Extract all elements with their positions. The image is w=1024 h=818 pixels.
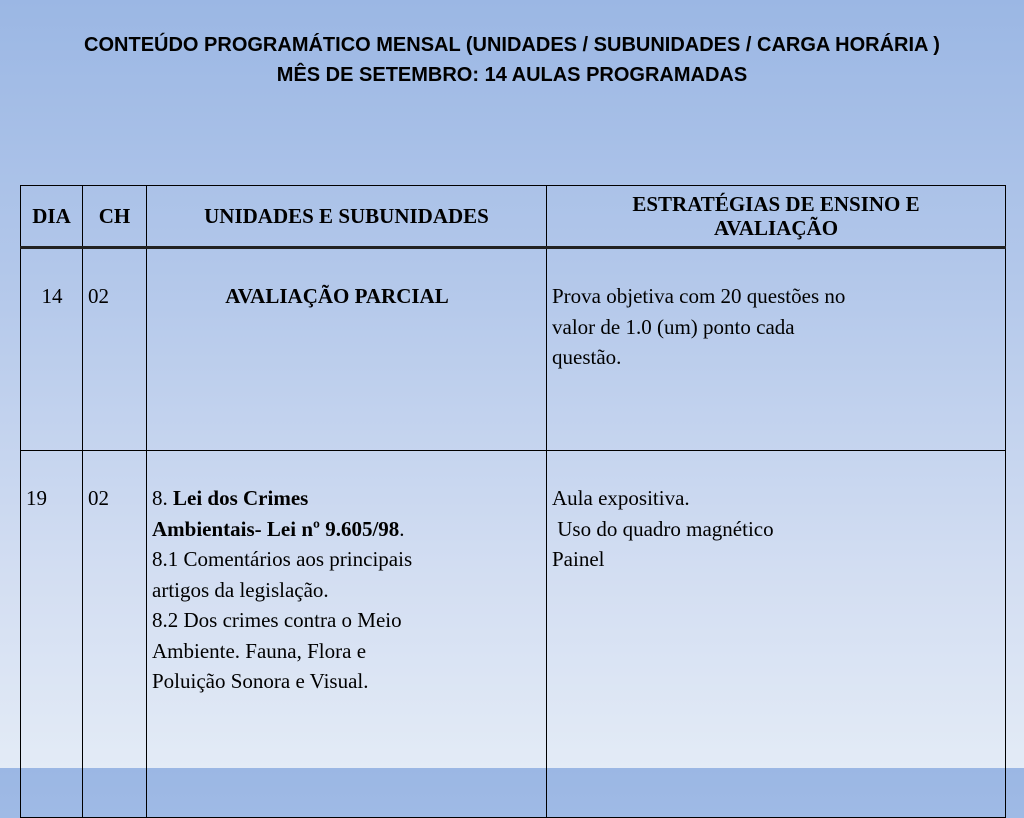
unidade-heading-line2	[152, 514, 542, 545]
estrategia-line: Prova objetiva com 20 questões no	[552, 284, 846, 308]
program-table	[20, 185, 1006, 818]
cell-unidades	[147, 248, 547, 451]
header-estrategias-line1: ESTRATÉGIAS DE ENSINO E	[632, 192, 920, 216]
table-row	[21, 248, 1006, 451]
subunidade-line: Poluição Sonora e Visual.	[152, 669, 369, 693]
header-dia: DIA	[21, 186, 83, 248]
cell-dia: 14	[21, 248, 83, 451]
unidade-law-title-part2: Ambientais- Lei nº 9.605/98	[152, 516, 400, 541]
header-estrategias-line2: AVALIAÇÃO	[713, 216, 839, 240]
cell-dia: 19	[21, 451, 83, 818]
table-header-row	[21, 186, 1006, 248]
cell-estrategias	[547, 451, 1006, 818]
title-line-2: MÊS DE SETEMBRO: 14 AULAS PROGRAMADAS	[276, 64, 748, 86]
cell-unidades	[147, 451, 547, 818]
estrategia-line: Aula expositiva.	[552, 486, 690, 510]
header-estrategias	[547, 186, 1006, 248]
unidade-law-suffix: .	[399, 516, 405, 541]
unidade-number: 8.	[152, 486, 173, 510]
subunidade-line: 8.2 Dos crimes contra o Meio	[152, 608, 402, 632]
header-unidades: UNIDADES E SUBUNIDADES	[147, 186, 547, 248]
slide-title	[0, 30, 1024, 90]
cell-ch: 02	[83, 248, 147, 451]
header-ch: CH	[83, 186, 147, 248]
title-line-1: CONTEÚDO PROGRAMÁTICO MENSAL (UNIDADES / SUBUNIDADES / CARGA HORÁRIA )	[84, 34, 940, 56]
table-row	[21, 451, 1006, 818]
estrategia-line: questão.	[552, 345, 622, 369]
subunidade-line: artigos da legislação.	[152, 577, 329, 602]
estrategia-line: Uso do quadro magnético	[552, 516, 774, 541]
subunidade-line: 8.1 Comentários aos principais	[152, 547, 413, 571]
estrategia-line: valor de 1.0 (um) ponto cada	[552, 314, 795, 339]
unidade-law-title-part1: Lei dos Crimes	[173, 486, 309, 510]
cell-ch: 02	[83, 451, 147, 818]
estrategia-line: Painel	[552, 547, 605, 571]
unidades-title: AVALIAÇÃO PARCIAL	[225, 284, 449, 308]
subunidade-line: Ambiente. Fauna, Flora e	[152, 638, 367, 663]
cell-estrategias	[547, 248, 1006, 451]
unidade-heading-line1	[152, 483, 542, 514]
